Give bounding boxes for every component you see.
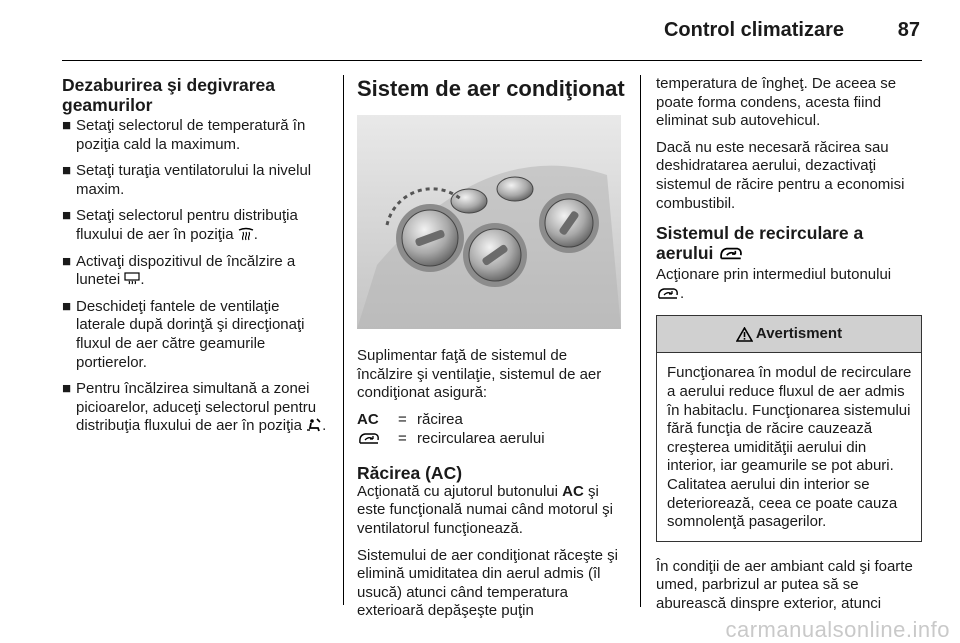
column-divider-left <box>343 75 344 605</box>
ac-button-label: AC <box>562 482 584 500</box>
rear-window-heat-icon <box>124 272 140 286</box>
section-heading-cooling: Răcirea (AC) <box>357 462 463 483</box>
column-recirculation <box>656 75 922 621</box>
warning-body: Funcţionarea în modul de recirculare a aerului reduce fluxul de aer admis în habitaclu. Funcţionarea sistemului fără funcţia de răcire cauzează creşterea umidităţii aerului din interior, iar geamurile se pot aburi. Calitatea aerului din interior se deteriorează, ceea ce poate cauza somnolenţă pasagerilor. <box>667 364 912 531</box>
header-divider <box>62 60 922 61</box>
list-item-text: Setaţi selectorul pentru distribuţia fluxului de aer în poziţia <box>76 207 298 243</box>
page-header <box>0 0 960 60</box>
footwell-windscreen-icon <box>306 418 322 432</box>
column-divider-right <box>640 75 641 607</box>
bullet-icon: ■ <box>62 252 72 270</box>
list-item <box>62 253 332 290</box>
ac-functions-list <box>357 411 625 449</box>
warning-triangle-icon <box>736 327 753 342</box>
warning-title: Avertisment <box>755 325 843 343</box>
watermark-text: carmanualsonline.info <box>725 617 950 642</box>
recirculation-icon <box>718 245 744 261</box>
ac-intro-text: Suplimentar faţă de sistemul de încălzire şi ventilaţie, sistemul de aer condiţionat asigură: <box>357 347 602 402</box>
bullet-icon: ■ <box>62 380 72 398</box>
recirculation-icon <box>656 286 680 300</box>
list-item-text: Activaţi dispozitivul de încălzire a lunetei <box>76 252 296 289</box>
definition-equals: = <box>398 429 407 447</box>
list-item <box>62 207 332 244</box>
list-item-suffix: . <box>253 225 258 243</box>
cooling-operation-text: Sistemului de aer condiţionat răceşte şi elimină umiditatea din aerul admis (îl usucă) atunci când temperatura exterioară depăşeşte puţin <box>357 546 618 620</box>
list-item-text: Setaţi selectorul de temperatură în poziţia cald la maximum. <box>76 117 306 153</box>
list-item-suffix: . <box>322 417 327 435</box>
climate-control-panel-photo <box>357 115 621 329</box>
windscreen-defrost-icon <box>238 227 254 241</box>
definition-row <box>357 430 625 449</box>
watermark <box>0 615 960 642</box>
cooling-description: Acţionată cu ajutorul butonului AC şi este funcţională numai când motorul şi ventilatorul funcţionează. <box>357 482 613 537</box>
warning-box <box>656 315 922 541</box>
bullet-icon: ■ <box>62 297 72 315</box>
humid-conditions-text: În condiţii de aer ambiant cald şi foarte umed, parbrizul ar putea să se aburească dinspre exterior, atunci <box>656 557 913 612</box>
page-number: 87 <box>897 19 920 41</box>
list-item <box>62 298 332 372</box>
list-item-text: Deschideţi fantele de ventilaţie laterale după dorinţă şi direcţionaţi fluxul de aer către geamurile portierelor. <box>76 297 305 371</box>
list-item-text: Pentru încălzirea simultană a zonei picioarelor, aduceţi selectorul pentru distribuţia fluxului de aer în poziţia <box>76 380 317 435</box>
climate-panel-illustration <box>357 115 621 329</box>
definition-row <box>357 411 625 430</box>
list-item <box>62 117 332 154</box>
column-defrost <box>62 75 332 444</box>
definition-equals: = <box>398 410 407 428</box>
list-item-suffix: . <box>140 271 145 289</box>
bullet-icon: ■ <box>62 162 72 180</box>
column-ac-system <box>357 75 625 629</box>
page-title: Control climatizare <box>663 19 844 41</box>
bullet-icon: ■ <box>62 117 72 134</box>
section-heading-defrost: Dezaburirea şi degivrarea geamurilor <box>62 75 276 115</box>
list-item <box>62 380 332 436</box>
condensation-text: temperatura de îngheţ. De aceea se poate forma condens, acesta fiind eliminat sub autovehicul. <box>656 75 897 130</box>
definition-term-ac: AC <box>357 410 379 428</box>
recirculation-operation-text: Acţionare prin intermediul butonului . <box>656 266 892 302</box>
list-item <box>62 162 332 199</box>
economy-text: Dacă nu este necesară răcirea sau deshidratarea aerului, dezactivaţi sistemul de răcire pentru a economisi combustibil. <box>656 138 905 212</box>
recirculation-icon <box>357 431 381 445</box>
list-item-text: Setaţi turaţia ventilatorului la nivelul maxim. <box>76 162 312 198</box>
definition-desc: răcirea <box>417 410 463 428</box>
warning-header <box>657 316 921 353</box>
bullet-icon: ■ <box>62 207 72 225</box>
definition-desc: recircularea aerului <box>417 429 545 447</box>
definition-term-recirculation <box>357 430 381 449</box>
defrost-steps-list <box>62 117 332 436</box>
section-heading-ac: Sistem de aer condiţionat <box>357 76 625 101</box>
section-heading-recirculation: Sistemul de recirculare a aerului <box>656 223 864 264</box>
